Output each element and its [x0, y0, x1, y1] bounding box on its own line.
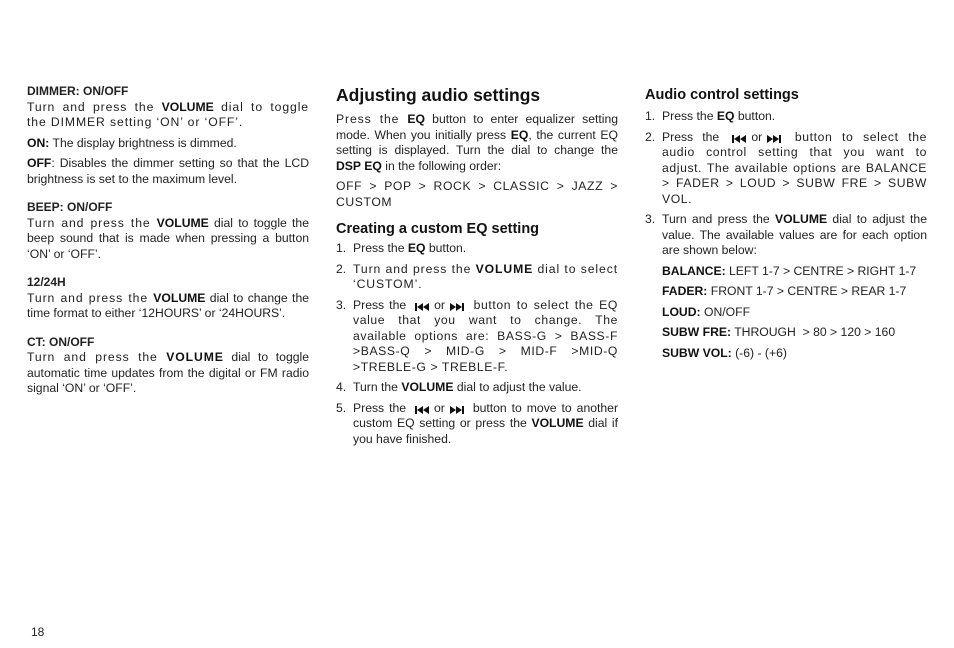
skip-next-icon: [449, 303, 464, 311]
dimmer-off-paragraph: OFF: Disables the dimmer setting so that the LCD brightness is set to the maximum level.: [27, 156, 309, 186]
list-item: 2. Turn and press the VOLUME dial to select ‘CUSTOM’.: [336, 261, 618, 291]
left-column: [27, 84, 309, 397]
list-item: 3. Turn and press the VOLUME dial to adjust the value. The available values are for each option are shown below: BALANCE: LEFT 1-7 > CENTRE > RIGHT 1-7 FADER: FRONT 1-7 > CENTRE > REAR 1-7 LOUD: ON/OFF SUBW FRE: THROUGH > 80 > 120 > 160 SUBW VOL: (-6) - (+6): [645, 212, 927, 360]
list-item: 5. Press the or button to move to another custom EQ setting or press the VOLUME dial if you have finished.: [336, 400, 618, 446]
right-column: [645, 84, 927, 366]
audio-control-heading: Audio control settings: [645, 87, 799, 103]
option-subw-vol: SUBW VOL: (-6) - (+6): [662, 345, 787, 360]
list-item: 1. Press the EQ button.: [645, 109, 776, 123]
eq-intro-paragraph: Press the EQ button to enter equalizer setting mode. When you initially press EQ, the current EQ setting is displayed. Turn the dial to change the DSP EQ in the following order:: [336, 112, 619, 173]
audio-control-steps: [645, 109, 927, 361]
ct-heading: CT: ON/OFF: [27, 334, 95, 349]
section-title: Adjusting audio settings: [336, 85, 541, 105]
custom-eq-heading: Creating a custom EQ setting: [336, 221, 540, 237]
beep-heading: BEEP: ON/OFF: [27, 200, 113, 214]
skip-next-icon: [449, 406, 464, 414]
list-item: 2. Press the or button to select the audio control setting that you want to adjust. The available options are BALANCE > FADER > LOUD > SUBW FRE > SUBW VOL.: [645, 129, 927, 206]
skip-previous-icon: [415, 406, 430, 414]
option-loud: LOUD: ON/OFF: [662, 304, 751, 319]
eq-order-sequence: OFF > POP > ROCK > CLASSIC > JAZZ > CUSTOM: [336, 179, 618, 209]
time-format-paragraph: Turn and press the VOLUME dial to change the time format to either ‘12HOURS’ or ‘24HOURS’.: [27, 290, 309, 320]
beep-paragraph: Turn and press the VOLUME dial to toggle the beep sound that is made when pressing a button ‘ON’ or ‘OFF’.: [27, 215, 309, 261]
page-number: 18: [31, 625, 45, 639]
option-values: [662, 264, 927, 362]
option-fader: FADER: FRONT 1-7 > CENTRE > REAR 1-7: [662, 284, 907, 298]
option-subw-fre: SUBW FRE: THROUGH > 80 > 120 > 160: [662, 325, 896, 339]
option-balance: BALANCE: LEFT 1-7 > CENTRE > RIGHT 1-7: [662, 263, 917, 278]
list-item: 4. Turn the VOLUME dial to adjust the value.: [336, 380, 582, 394]
custom-eq-steps: [336, 241, 618, 447]
skip-previous-icon: [415, 303, 430, 311]
time-format-heading: 12/24H: [27, 275, 66, 289]
list-item: 1. Press the EQ button.: [336, 241, 467, 255]
dimmer-heading: DIMMER: ON/OFF: [27, 84, 129, 98]
dimmer-on-paragraph: ON: The display brightness is dimmed.: [27, 135, 237, 150]
middle-column: [336, 84, 618, 452]
dimmer-paragraph: Turn and press the VOLUME dial to toggle the DIMMER setting ‘ON’ or ‘OFF’.: [27, 99, 309, 129]
list-item: 3. Press the or button to select the EQ value that you want to change. The available options are: BASS-G > BASS-F >BASS-Q > MID-G > MID-F >MID-Q >TREBLE-G > TREBLE-F.: [336, 297, 618, 374]
skip-next-icon: [766, 135, 781, 143]
ct-paragraph: Turn and press the VOLUME dial to toggle automatic time updates from the digital or FM radio signal ‘ON’ or ‘OFF’.: [27, 350, 309, 395]
skip-previous-icon: [732, 135, 747, 143]
